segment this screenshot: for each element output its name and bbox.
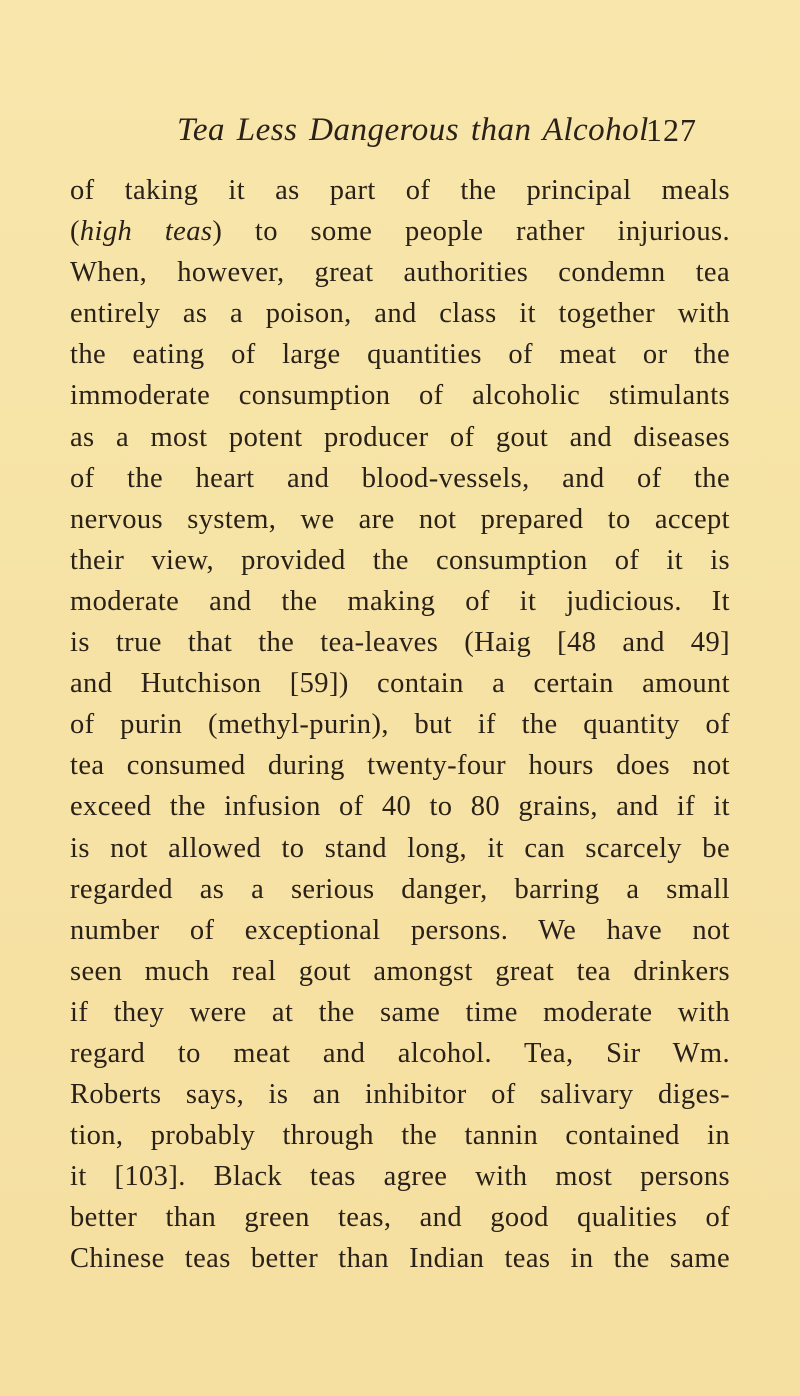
text-line: is true that the tea-leaves (Haig [48 and 49]	[70, 627, 730, 659]
text-line: seen much real gout amongst great tea drinkers	[70, 955, 730, 987]
text-line: the eating of large quantities of meat or the	[70, 339, 730, 371]
text-line: immoderate consumption of alcoholic stimulants	[70, 380, 730, 412]
text-line: as a most potent producer of gout and diseases	[70, 421, 730, 453]
line-remainder: ) to some people rather injurious.	[212, 216, 730, 248]
body-paragraph	[70, 170, 730, 1280]
text-line: entirely as a poison, and class it together with	[70, 298, 730, 330]
text-line: their view, provided the consumption of it is	[70, 544, 730, 576]
text-line: of taking it as part of the principal meals	[70, 175, 730, 206]
text-line: of purin (methyl-purin), but if the quantity of	[70, 709, 730, 741]
text-line: When, however, great authorities condemn tea	[70, 257, 730, 289]
text-line: it [103]. Black teas agree with most persons	[70, 1161, 730, 1193]
text-line: is not allowed to stand long, it can scarcely be	[70, 832, 730, 864]
text-line: number of exceptional persons. We have not	[70, 914, 730, 946]
page-number: 127	[646, 112, 697, 148]
text-line: and Hutchison [59]) contain a certain amount	[70, 668, 730, 700]
text-line: nervous system, we are not prepared to accept	[70, 503, 730, 535]
text-line: Chinese teas better than Indian teas in the same	[70, 1243, 730, 1275]
text-line: tea consumed during twenty-four hours does not	[70, 750, 730, 782]
running-title: Tea Less Dangerous than Alcohol	[177, 112, 649, 148]
text-line: if they were at the same time moderate with	[70, 996, 730, 1028]
text-line	[70, 211, 730, 252]
text-line: better than green teas, and good qualities of	[70, 1202, 730, 1234]
text-line: regarded as a serious danger, barring a small	[70, 873, 730, 905]
text-line: regard to meat and alcohol. Tea, Sir Wm.	[70, 1037, 730, 1069]
text-line: of the heart and blood-vessels, and of the	[70, 462, 730, 494]
running-head	[0, 112, 800, 152]
text-line: exceed the infusion of 40 to 80 grains, and if it	[70, 791, 730, 823]
text-line: moderate and the making of it judicious. It	[70, 585, 730, 617]
text-line: tion, probably through the tannin contained in	[70, 1120, 730, 1152]
italic-term: high teas	[79, 216, 213, 248]
paren-open: (	[70, 216, 80, 248]
text-line: Roberts says, is an inhibitor of salivary diges-	[70, 1079, 730, 1111]
